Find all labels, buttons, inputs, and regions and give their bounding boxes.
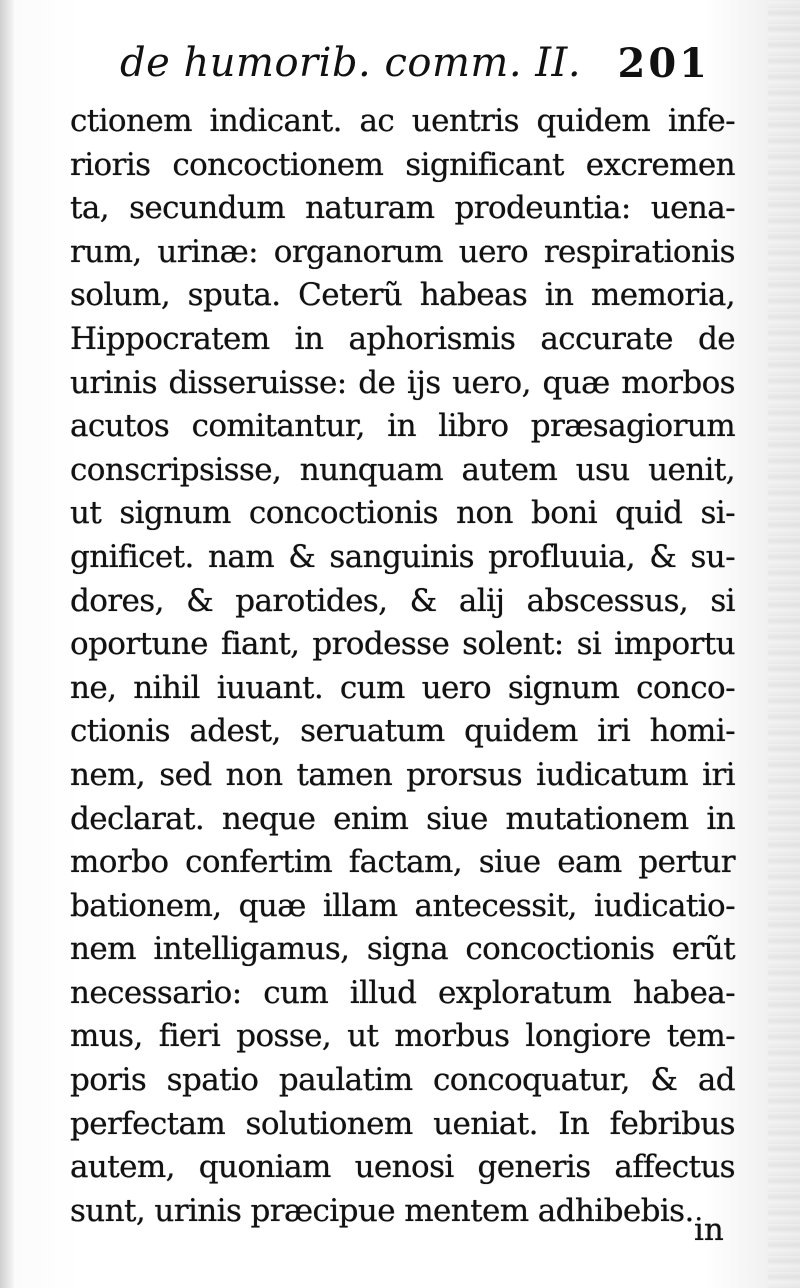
text-line: ut signum concoctionis non boni quid si- [70, 495, 735, 532]
text-line: conscripsisse, nunquam autem usu uenit, [70, 451, 735, 488]
text-line: perfectam solutionem ueniat. In febribus [70, 1105, 735, 1142]
text-line: Hippocratem in aphorismis accurate de [70, 320, 735, 357]
page-edge-stack [768, 0, 800, 1288]
running-title: de humorib. comm. II. [120, 40, 582, 86]
text-line: ta, secundum naturam prodeuntia: uena- [70, 190, 735, 227]
page-number: 201 [617, 40, 710, 87]
text-line: poris spatio paulatim concoquatur, & ad [70, 1062, 735, 1099]
text-line: rum, urinæ: organorum uero respirationis [70, 233, 735, 270]
text-line: declarat. neque enim siue mutationem in [70, 800, 735, 837]
text-line: ctionis adest, seruatum quidem iri homi- [70, 713, 735, 750]
body-text [70, 100, 735, 1233]
text-line: urinis disseruisse: de ijs uero, quæ morbos [70, 364, 735, 401]
text-line: mus, fieri posse, ut morbus longiore tem- [70, 1018, 735, 1055]
text-line: bationem, quæ illam antecessit, iudicatio- [70, 887, 735, 924]
text-line: ne, nihil iuuant. cum uero signum conco- [70, 669, 735, 706]
text-line: necessario: cum illud exploratum habea- [70, 974, 735, 1011]
text-line: sunt, urinis præcipue mentem adhibebis. [70, 1192, 694, 1229]
text-line: ctionem indicant. ac uentris quidem infe- [70, 103, 735, 139]
catchword: in [694, 1212, 724, 1248]
running-head [120, 40, 710, 96]
text-line: morbo confertim factam, siue eam pertur [70, 844, 735, 881]
text-line: nem intelligamus, signa concoctionis erũt [70, 931, 735, 968]
text-line: dores, & parotides, & alij abscessus, si [70, 582, 735, 619]
text-line: acutos comitantur, in libro præsagiorum [70, 408, 735, 445]
text-line: autem, quoniam uenosi generis affectus [70, 1149, 735, 1186]
text-line: nem, sed non tamen prorsus iudicatum iri [70, 756, 735, 793]
text-line: solum, sputa. Ceterũ habeas in memoria, [70, 277, 735, 314]
text-line: gnificet. nam & sanguinis profluuia, & su- [70, 538, 735, 575]
text-line: rioris concoctionem significant excremen [70, 146, 735, 183]
text-line: oportune fiant, prodesse solent: si importu [70, 626, 735, 663]
page-gutter-shadow [0, 0, 14, 1288]
